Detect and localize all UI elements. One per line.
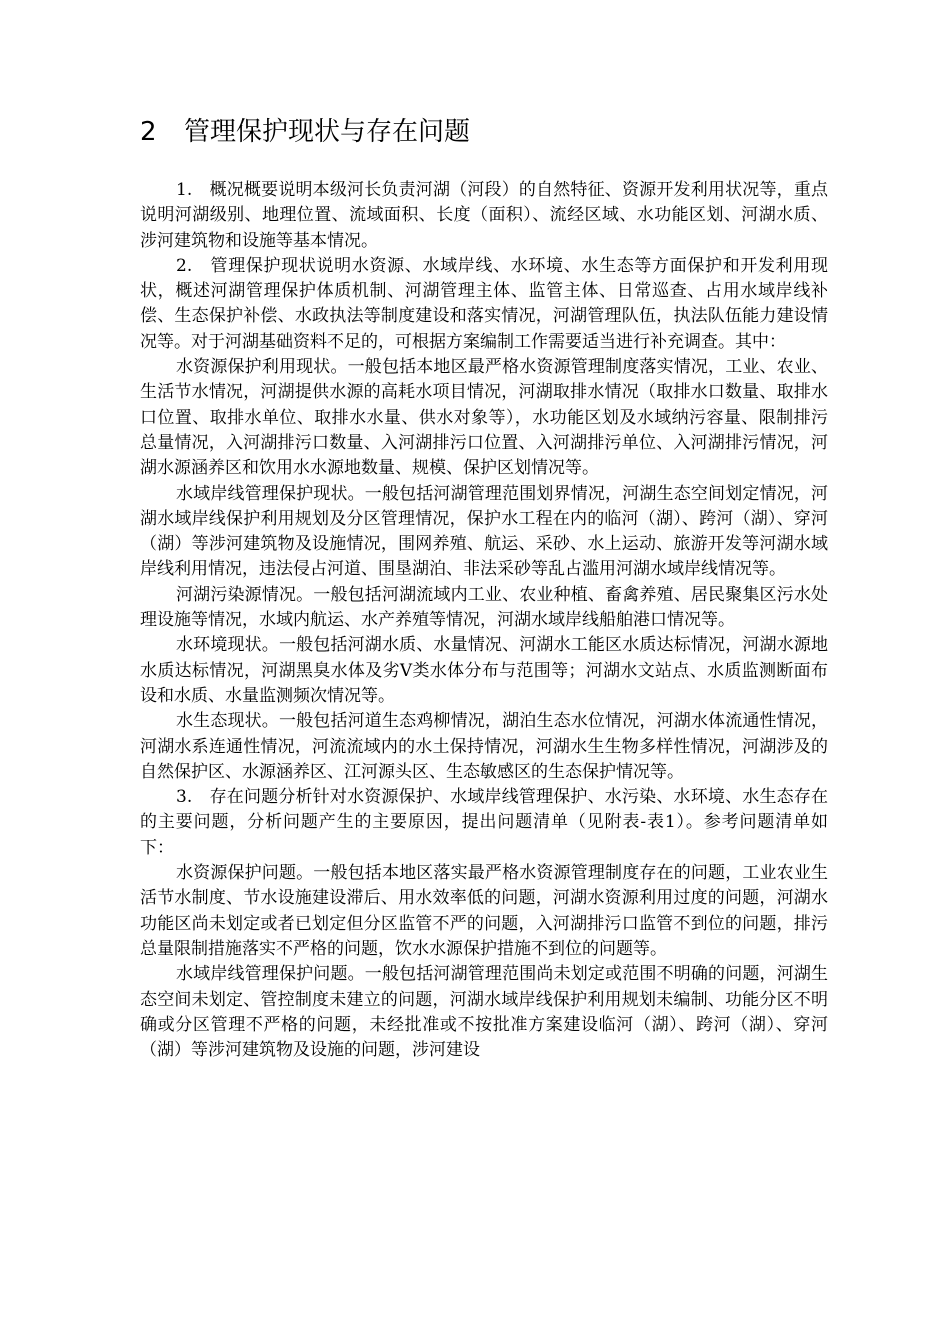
paragraph-water-environment: 水环境现状。一般包括河湖水质、水量情况、河湖水工能区水质达标情况，河湖水源地水质达标情况，河湖黑臭水体及劣Ⅴ类水体分布与范围等；河湖水文站点、水质监测断面布设和水质、水量监测频次情况等。 xyxy=(140,635,828,706)
section-title: 管理保护现状与存在问题 xyxy=(184,117,471,147)
paragraph-problem-analysis: 3. 存在问题分析针对水资源保护、水域岸线管理保护、水污染、水环境、水生态存在的主要问题，分析问题产生的主要原因，提出问题清单（见附表-表1）。参考问题清单如下： xyxy=(140,787,828,858)
paragraph-shoreline-status: 水域岸线管理保护现状。一般包括河湖管理范围划界情况，河湖生态空间划定情况，河湖水域岸线保护利用规划及分区管理情况，保护水工程在内的临河（湖）、跨河（湖）、穿河（湖）等涉河建筑物及设施情况，围网养殖、航运、采砂、水上运动、旅游开发等河湖水域岸线利用情况，违法侵占河道、围垦湖泊、非法采砂等乱占滥用河湖水域岸线情况等。 xyxy=(140,483,828,580)
document-body xyxy=(140,178,828,1063)
paragraph-protection-status: 2. 管理保护现状说明水资源、水域岸线、水环境、水生态等方面保护和开发利用现状，概述河湖管理保护体质机制、河湖管理主体、监管主体、日常巡查、占用水域岸线补偿、生态保护补偿、水政执法等制度建设和落实情况，河湖管理队伍，执法队伍能力建设情况等。对于河湖基础资料不足的，可根据方案编制工作需要适当进行补充调查。其中： xyxy=(140,255,828,352)
section-heading xyxy=(140,112,470,152)
section-number: 2 xyxy=(140,117,157,147)
paragraph-water-ecology: 水生态现状。一般包括河道生态鸡柳情况，湖泊生态水位情况，河湖水体流通性情况，河湖水系连通性情况，河流流域内的水土保持情况，河湖水生生物多样性情况，河湖涉及的自然保护区、水源涵养区、江河源头区、生态敏感区的生态保护情况等。 xyxy=(140,711,828,782)
paragraph-water-resources-status: 水资源保护利用现状。一般包括本地区最严格水资源管理制度落实情况，工业、农业、生活节水情况，河湖提供水源的高耗水项目情况，河湖取排水情况（取排水口数量、取排水口位置、取排水单位、取排水水量、供水对象等），水功能区划及水域纳污容量、限制排污总量情况，入河湖排污口数量、入河湖排污口位置、入河湖排污单位、入河湖排污情况，河湖水源涵养区和饮用水水源地数量、规模、保护区划情况等。 xyxy=(140,357,828,479)
paragraph-overview: 1. 概况概要说明本级河长负责河湖（河段）的自然特征、资源开发利用状况等，重点说明河湖级别、地理位置、流域面积、长度（面积）、流经区域、水功能区划、河湖水质、涉河建筑物和设施等基本情况。 xyxy=(140,180,828,251)
paragraph-pollution-sources: 河湖污染源情况。一般包括河湖流域内工业、农业种植、畜禽养殖、居民聚集区污水处理设施等情况，水域内航运、水产养殖等情况，河湖水域岸线船舶港口情况等。 xyxy=(140,584,828,631)
paragraph-water-resources-problems: 水资源保护问题。一般包括本地区落实最严格水资源管理制度存在的问题，工业农业生活节水制度、节水设施建设滞后、用水效率低的问题，河湖水资源利用过度的问题，河湖水功能区尚未划定或者已划定但分区监管不严的问题，入河湖排污口监管不到位的问题，排污总量限制措施落实不严格的问题，饮水水源保护措施不到位的问题等。 xyxy=(140,863,828,959)
paragraph-shoreline-problems: 水域岸线管理保护问题。一般包括河湖管理范围尚未划定或范围不明确的问题，河湖生态空间未划定、管控制度未建立的问题，河湖水域岸线保护利用规划未编制、功能分区不明确或分区管理不严格的问题，未经批准或不按批准方案建设临河（湖）、跨河（湖）、穿河（湖）等涉河建筑物及设施的问题，涉河建设 xyxy=(140,964,828,1061)
